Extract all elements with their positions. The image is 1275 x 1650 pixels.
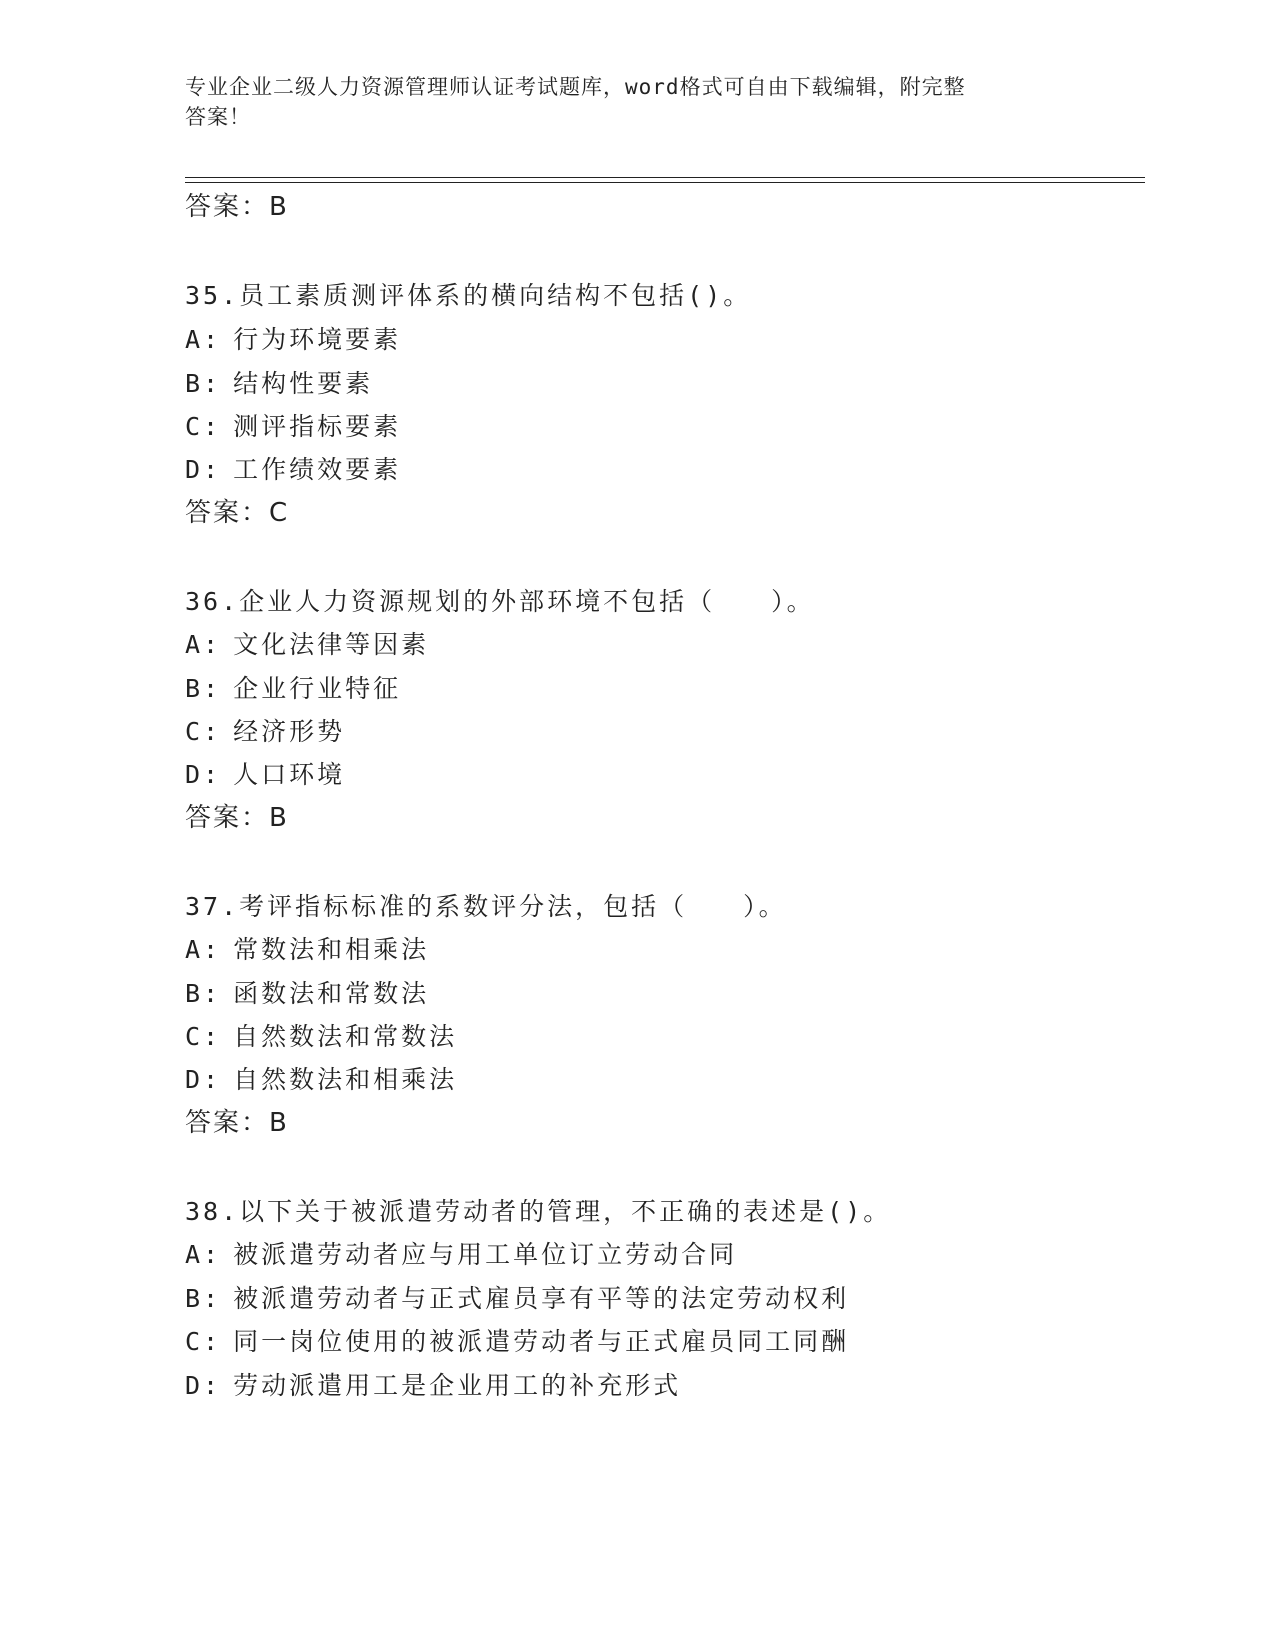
answer-line: 答案：C bbox=[185, 498, 290, 528]
option-c bbox=[185, 407, 401, 443]
option-d bbox=[185, 1366, 681, 1402]
option-label: D: bbox=[185, 1065, 222, 1094]
answer-line: 答案：B bbox=[185, 1108, 289, 1138]
option-c bbox=[185, 712, 345, 748]
option-a bbox=[185, 930, 429, 966]
option-a bbox=[185, 320, 401, 356]
option-label: C: bbox=[185, 1327, 222, 1356]
question-title: 36.企业人力资源规划的外部环境不包括（ ）。 bbox=[185, 587, 815, 616]
option-a bbox=[185, 625, 429, 661]
option-b bbox=[185, 1279, 849, 1315]
option-text: 行为环境要素 bbox=[233, 325, 402, 354]
option-label: B: bbox=[185, 1284, 222, 1313]
option-label: A: bbox=[185, 630, 222, 659]
answer-line: 答案：B bbox=[185, 192, 289, 222]
option-b bbox=[185, 364, 373, 400]
option-b bbox=[185, 669, 401, 705]
option-label: A: bbox=[185, 935, 222, 964]
option-text: 函数法和常数法 bbox=[233, 979, 430, 1008]
option-text: 企业行业特征 bbox=[233, 674, 402, 703]
option-text: 经济形势 bbox=[233, 717, 346, 746]
option-text: 测评指标要素 bbox=[233, 412, 402, 441]
answer-line: 答案：B bbox=[185, 803, 289, 833]
option-label: A: bbox=[185, 1240, 222, 1269]
option-text: 劳动派遣用工是企业用工的补充形式 bbox=[233, 1371, 682, 1400]
option-label: B: bbox=[185, 674, 222, 703]
question-title: 35.员工素质测评体系的横向结构不包括()。 bbox=[185, 281, 752, 310]
option-label: D: bbox=[185, 1371, 222, 1400]
question-title: 37.考评指标标准的系数评分法，包括（ ）。 bbox=[185, 892, 787, 921]
option-text: 被派遣劳动者与正式雇员享有平等的法定劳动权利 bbox=[233, 1284, 850, 1313]
option-text: 自然数法和相乘法 bbox=[233, 1065, 458, 1094]
option-text: 被派遣劳动者应与用工单位订立劳动合同 bbox=[233, 1240, 738, 1269]
option-d bbox=[185, 1060, 457, 1096]
option-c bbox=[185, 1017, 457, 1053]
option-d bbox=[185, 755, 345, 791]
option-b bbox=[185, 974, 429, 1010]
option-label: B: bbox=[185, 369, 222, 398]
document-header bbox=[185, 72, 1065, 132]
option-label: B: bbox=[185, 979, 222, 1008]
option-label: A: bbox=[185, 325, 222, 354]
option-text: 同一岗位使用的被派遣劳动者与正式雇员同工同酬 bbox=[233, 1327, 850, 1356]
option-text: 常数法和相乘法 bbox=[233, 935, 430, 964]
option-c bbox=[185, 1322, 849, 1358]
header-line-2: 答案！ bbox=[185, 105, 251, 129]
option-label: D: bbox=[185, 760, 222, 789]
option-a bbox=[185, 1235, 737, 1271]
option-text: 自然数法和常数法 bbox=[233, 1022, 458, 1051]
header-line-1: 专业企业二级人力资源管理师认证考试题库，word格式可自由下载编辑，附完整 bbox=[185, 75, 966, 99]
header-divider-bottom bbox=[185, 182, 1145, 183]
option-text: 工作绩效要素 bbox=[233, 455, 402, 484]
option-text: 结构性要素 bbox=[233, 369, 374, 398]
option-d bbox=[185, 450, 401, 486]
option-label: C: bbox=[185, 412, 222, 441]
option-text: 文化法律等因素 bbox=[233, 630, 430, 659]
question-title: 38.以下关于被派遣劳动者的管理，不正确的表述是()。 bbox=[185, 1197, 892, 1226]
header-divider-top bbox=[185, 177, 1145, 178]
option-label: C: bbox=[185, 717, 222, 746]
option-text: 人口环境 bbox=[233, 760, 346, 789]
option-label: D: bbox=[185, 455, 222, 484]
option-label: C: bbox=[185, 1022, 222, 1051]
